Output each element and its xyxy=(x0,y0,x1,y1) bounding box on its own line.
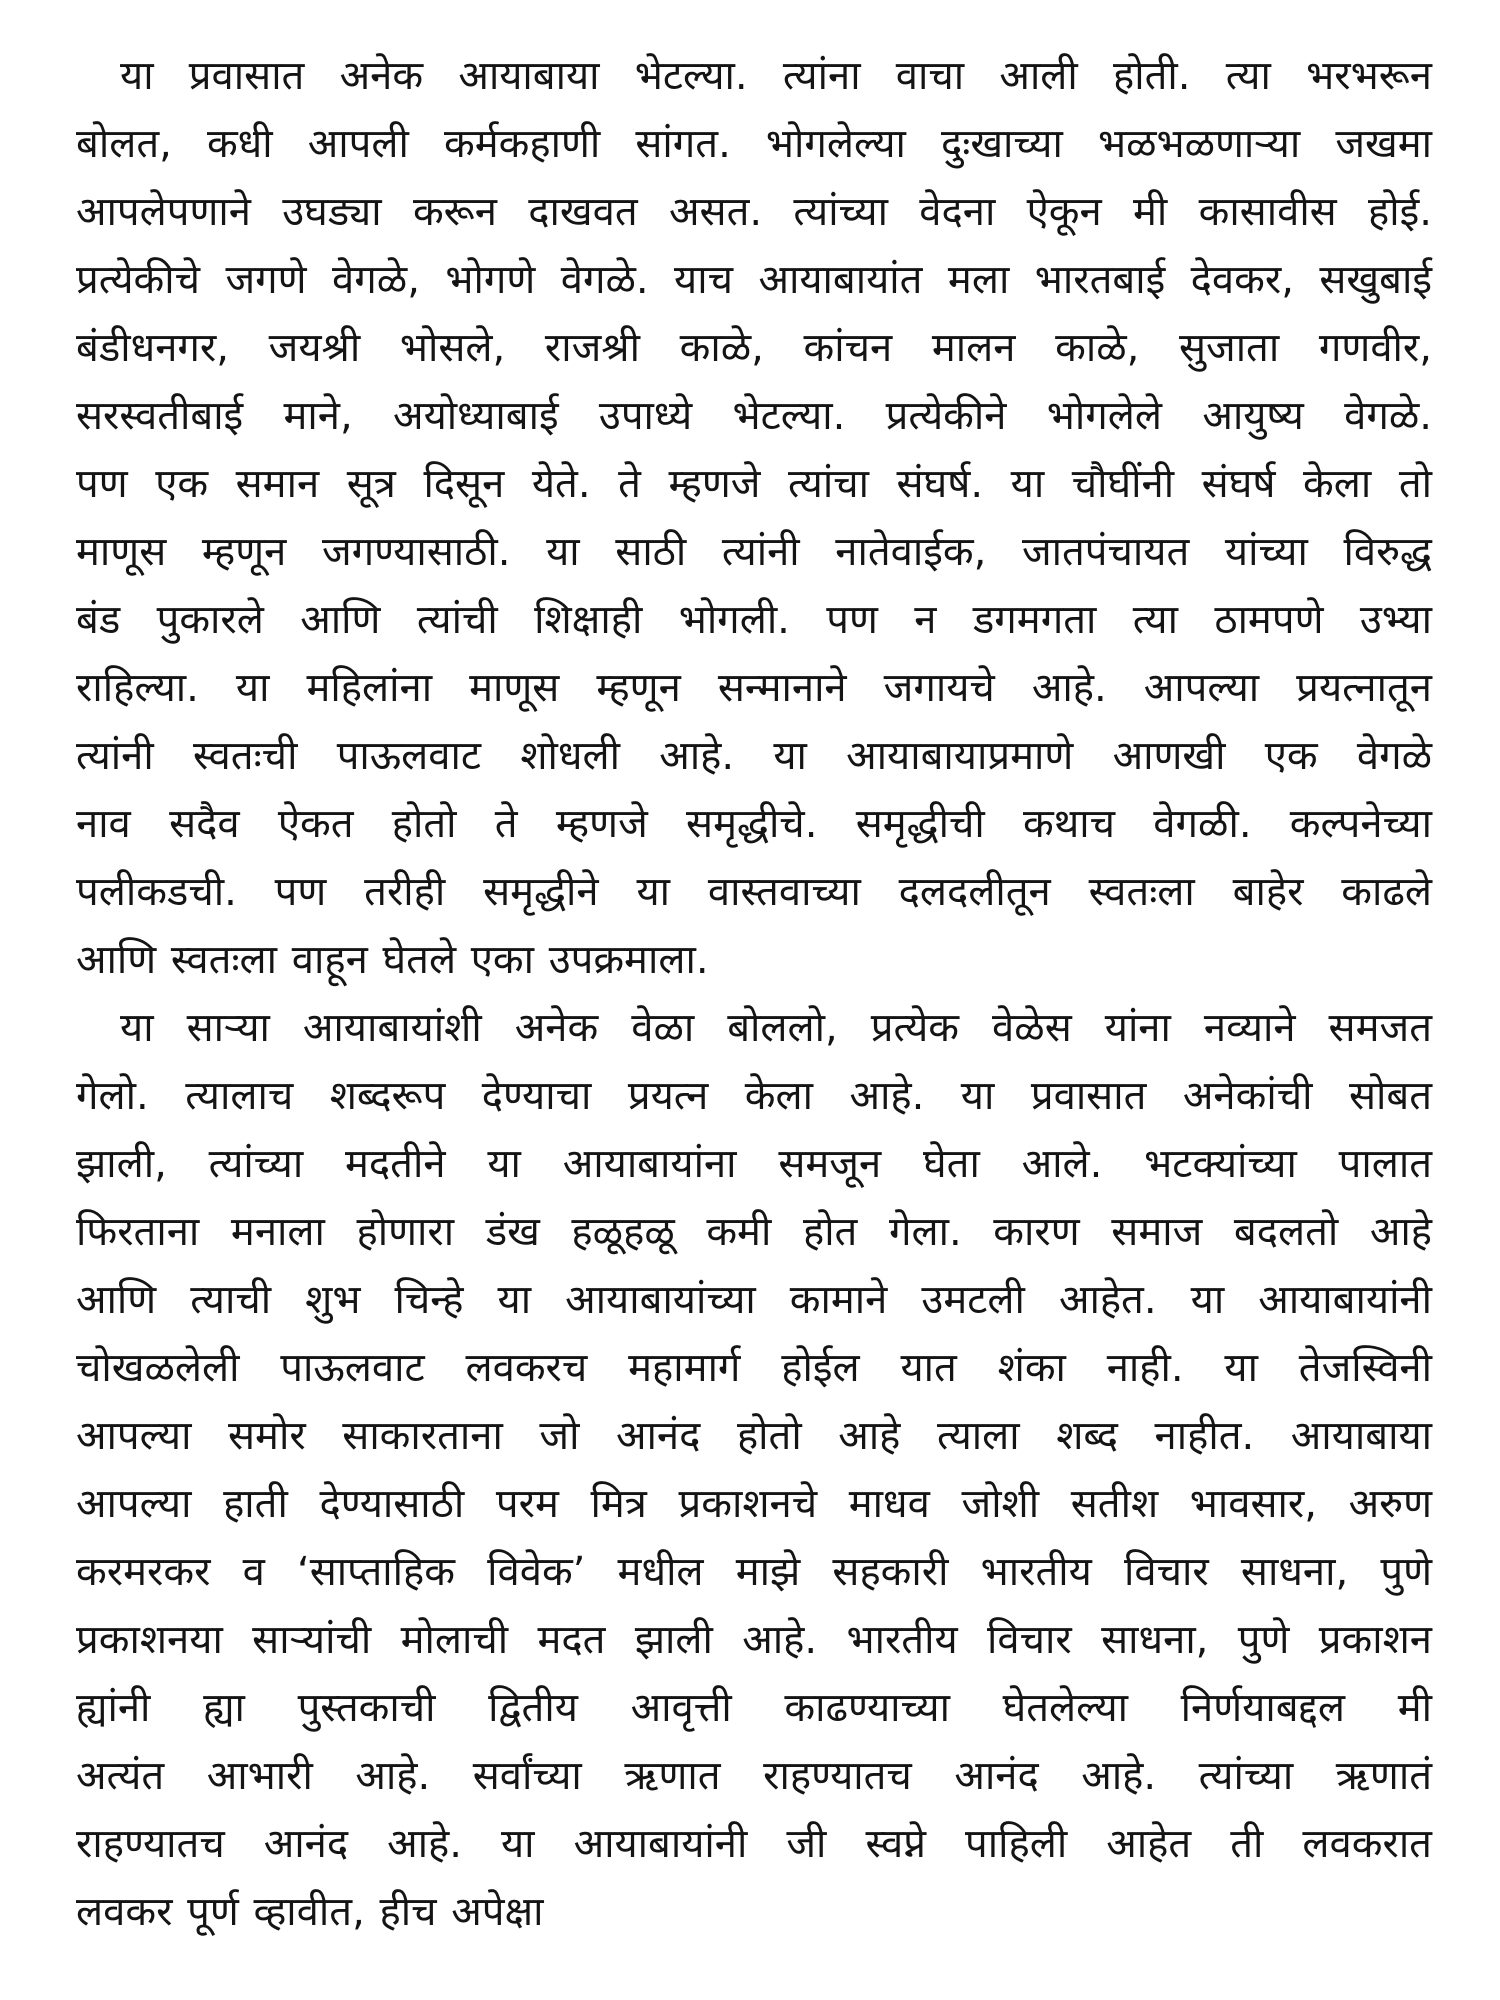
text-line: प्रत्येकीचे जगणे वेगळे, भोगणे वेगळे. याच आयाबायांत मला भारतबाई देवकर, सखुबाई xyxy=(76,257,1432,303)
text-line: नाव सदैव ऐकत होतो ते म्हणजे समृद्धीचे. समृद्धीची कथाच वेगळी. कल्पनेच्या xyxy=(76,801,1432,847)
text-line: आणि स्वतःला वाहून घेतले एका उपक्रमाला. xyxy=(76,937,709,983)
text-line: गेलो. त्यालाच शब्दरूप देण्याचा प्रयत्न केला आहे. या प्रवासात अनेकांची सोबत xyxy=(76,1073,1432,1119)
text-line: आपल्या समोर साकारताना जो आनंद होतो आहे त्याला शब्द नाहीत. आयाबाया xyxy=(76,1413,1432,1459)
text-line: बोलत, कधी आपली कर्मकहाणी सांगत. भोगलेल्या दुःखाच्या भळभळणाऱ्या जखमा xyxy=(76,121,1432,167)
text-line: प्रकाशनया साऱ्यांची मोलाची मदत झाली आहे. भारतीय विचार साधना, पुणे प्रकाशन xyxy=(76,1617,1432,1663)
text-line: चोखळलेली पाऊलवाट लवकरच महामार्ग होईल यात शंका नाही. या तेजस्विनी xyxy=(76,1345,1432,1391)
text-line: अत्यंत आभारी आहे. सर्वांच्या ऋणात राहण्यातच आनंद आहे. त्यांच्या ऋणातं xyxy=(76,1753,1432,1799)
text-line: या साऱ्या आयाबायांशी अनेक वेळा बोललो, प्रत्येक वेळेस यांना नव्याने समजत xyxy=(120,1005,1432,1051)
text-line: सरस्वतीबाई माने, अयोध्याबाई उपाध्ये भेटल्या. प्रत्येकीने भोगलेले आयुष्य वेगळे. xyxy=(76,393,1432,439)
text-line: ह्यांनी ह्या पुस्तकाची द्वितीय आवृत्ती काढण्याच्या घेतलेल्या निर्णयाबद्दल मी xyxy=(76,1685,1432,1731)
text-line: आणि त्याची शुभ चिन्हे या आयाबायांच्या कामाने उमटली आहेत. या आयाबायांनी xyxy=(76,1277,1432,1323)
text-line: आपलेपणाने उघड्या करून दाखवत असत. त्यांच्या वेदना ऐकून मी कासावीस होई. xyxy=(76,189,1432,235)
text-line: पण एक समान सूत्र दिसून येते. ते म्हणजे त्यांचा संघर्ष. या चौघींनी संघर्ष केला तो xyxy=(76,461,1432,507)
text-line: बंडीधनगर, जयश्री भोसले, राजश्री काळे, कांचन मालन काळे, सुजाता गणवीर, xyxy=(76,325,1432,371)
text-line: फिरताना मनाला होणारा डंख हळूहळू कमी होत गेला. कारण समाज बदलतो आहे xyxy=(76,1209,1432,1255)
text-line: माणूस म्हणून जगण्यासाठी. या साठी त्यांनी नातेवाईक, जातपंचायत यांच्या विरुद्ध xyxy=(76,529,1432,575)
text-line: पलीकडची. पण तरीही समृद्धीने या वास्तवाच्या दलदलीतून स्वतःला बाहेर काढले xyxy=(76,869,1432,915)
text-line: त्यांनी स्वतःची पाऊलवाट शोधली आहे. या आयाबायाप्रमाणे आणखी एक वेगळे xyxy=(76,733,1432,779)
text-line: आपल्या हाती देण्यासाठी परम मित्र प्रकाशनचे माधव जोशी सतीश भावसार, अरुण xyxy=(76,1481,1432,1527)
text-line: बंड पुकारले आणि त्यांची शिक्षाही भोगली. पण न डगमगता त्या ठामपणे उभ्या xyxy=(76,597,1432,643)
text-block xyxy=(76,42,1432,1946)
text-line: राहिल्या. या महिलांना माणूस म्हणून सन्मानाने जगायचे आहे. आपल्या प्रयत्नातून xyxy=(76,665,1432,711)
text-line: करमरकर व ‘साप्ताहिक विवेक’ मधील माझे सहकारी भारतीय विचार साधना, पुणे xyxy=(76,1549,1432,1595)
text-line: लवकर पूर्ण व्हावीत, हीच अपेक्षा xyxy=(76,1889,544,1935)
text-line: झाली, त्यांच्या मदतीने या आयाबायांना समजून घेता आले. भटक्यांच्या पालात xyxy=(76,1141,1432,1187)
text-line: राहण्यातच आनंद आहे. या आयाबायांनी जी स्वप्ने पाहिली आहेत ती लवकरात xyxy=(76,1821,1432,1867)
text-line: या प्रवासात अनेक आयाबाया भेटल्या. त्यांना वाचा आली होती. त्या भरभरून xyxy=(120,53,1432,99)
